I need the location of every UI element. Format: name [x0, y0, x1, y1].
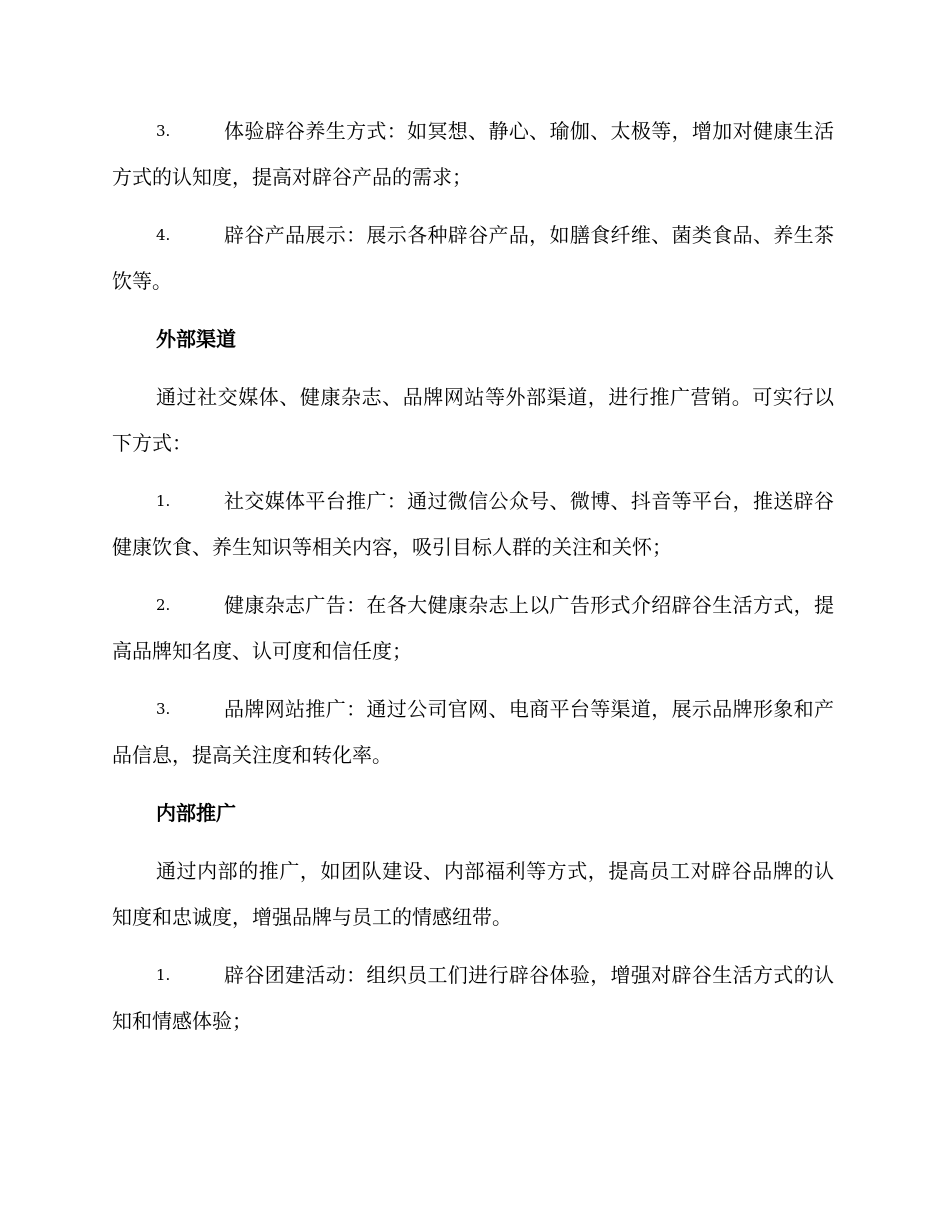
section-heading-internal: 内部推广 [156, 801, 236, 825]
list-item-text: 社交媒体平台推广：通过微信公众号、微博、抖音等平台，推送辟谷健康饮食、养生知识等相关内容，吸引目标人群的关注和关怀； [112, 489, 834, 559]
list-number: 2. [156, 596, 171, 614]
list-item-social-media [112, 478, 834, 570]
internal-intro-paragraph: 通过内部的推广，如团队建设、内部福利等方式，提高员工对辟谷品牌的认知度和忠诚度，增强品牌与员工的情感纽带。 [112, 859, 834, 929]
list-item-experience [112, 108, 834, 200]
section-heading-external: 外部渠道 [156, 327, 236, 351]
external-intro-paragraph: 通过社交媒体、健康杂志、品牌网站等外部渠道，进行推广营销。可实行以下方式： [112, 385, 834, 455]
list-item-text: 辟谷团建活动：组织员工们进行辟谷体验，增强对辟谷生活方式的认知和情感体验； [112, 963, 834, 1033]
list-item-team-building [112, 952, 834, 1044]
list-number: 1. [156, 492, 171, 510]
document-page [112, 108, 834, 1056]
list-item-text: 品牌网站推广：通过公司官网、电商平台等渠道，展示品牌形象和产品信息，提高关注度和转化率。 [112, 697, 834, 767]
list-number: 3. [156, 122, 171, 140]
list-item-text: 体验辟谷养生方式：如冥想、静心、瑜伽、太极等，增加对健康生活方式的认知度，提高对辟谷产品的需求； [112, 119, 834, 189]
list-item-brand-website [112, 686, 834, 778]
list-item-text: 辟谷产品展示：展示各种辟谷产品，如膳食纤维、菌类食品、养生茶饮等。 [112, 223, 834, 293]
list-item-magazine-ads [112, 582, 834, 674]
list-number: 3. [156, 700, 171, 718]
list-item-text: 健康杂志广告：在各大健康杂志上以广告形式介绍辟谷生活方式，提高品牌知名度、认可度和信任度； [112, 593, 834, 663]
list-number: 1. [156, 966, 171, 984]
list-number: 4. [156, 226, 171, 244]
list-item-product-display [112, 212, 834, 304]
